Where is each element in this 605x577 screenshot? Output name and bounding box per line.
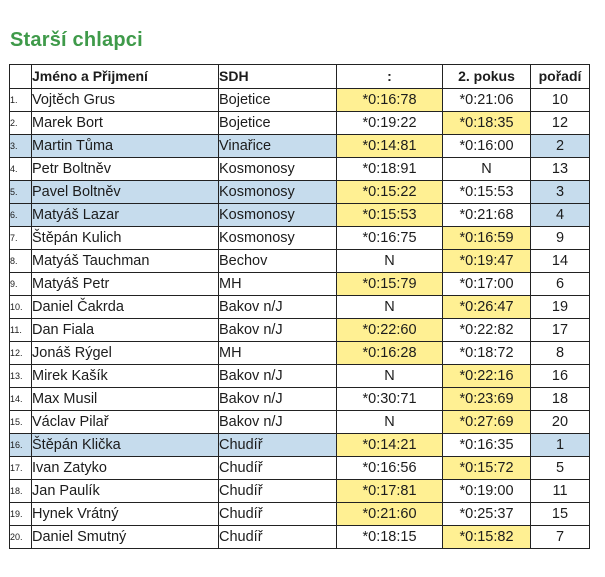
table-row	[10, 480, 590, 503]
attempt-1-time: *0:15:22	[337, 181, 443, 204]
team-sdh: MH	[219, 342, 337, 365]
attempt-2-time: *0:25:37	[443, 503, 531, 526]
row-number: 7.	[10, 227, 32, 250]
attempt-2-time: *0:18:35	[443, 112, 531, 135]
attempt-1-time: *0:21:60	[337, 503, 443, 526]
table-row	[10, 89, 590, 112]
row-number: 20.	[10, 526, 32, 549]
attempt-1-time: *0:15:79	[337, 273, 443, 296]
table-row	[10, 227, 590, 250]
team-sdh: Kosmonosy	[219, 227, 337, 250]
row-number: 19.	[10, 503, 32, 526]
attempt-2-time: *0:22:82	[443, 319, 531, 342]
rank-value: 20	[531, 411, 590, 434]
row-number: 4.	[10, 158, 32, 181]
team-sdh: Bakov n/J	[219, 411, 337, 434]
attempt-1-time: *0:22:60	[337, 319, 443, 342]
attempt-1-time: *0:14:81	[337, 135, 443, 158]
attempt-2-time: *0:21:68	[443, 204, 531, 227]
attempt-1-time: *0:17:81	[337, 480, 443, 503]
table-row	[10, 503, 590, 526]
attempt-2-time: *0:16:35	[443, 434, 531, 457]
table-row	[10, 112, 590, 135]
competitor-name: Jan Paulík	[32, 480, 219, 503]
team-sdh: Bojetice	[219, 89, 337, 112]
competitor-name: Petr Boltněv	[32, 158, 219, 181]
attempt-2-time: *0:23:69	[443, 388, 531, 411]
competitor-name: Mirek Kašík	[32, 365, 219, 388]
attempt-2-time: *0:19:00	[443, 480, 531, 503]
attempt-1-time: *0:18:91	[337, 158, 443, 181]
attempt-1-time: *0:16:78	[337, 89, 443, 112]
rank-value: 16	[531, 365, 590, 388]
table-row	[10, 457, 590, 480]
rank-value: 9	[531, 227, 590, 250]
team-sdh: Chudíř	[219, 526, 337, 549]
team-sdh: Chudíř	[219, 434, 337, 457]
competitor-name: Štěpán Kulich	[32, 227, 219, 250]
competitor-name: Daniel Čakrda	[32, 296, 219, 319]
table-body	[10, 89, 590, 549]
rank-value: 18	[531, 388, 590, 411]
team-sdh: Bechov	[219, 250, 337, 273]
team-sdh: Kosmonosy	[219, 204, 337, 227]
row-number: 5.	[10, 181, 32, 204]
table-row	[10, 204, 590, 227]
attempt-1-time: *0:15:53	[337, 204, 443, 227]
attempt-2-time: *0:27:69	[443, 411, 531, 434]
rank-value: 13	[531, 158, 590, 181]
row-number: 16.	[10, 434, 32, 457]
table-row	[10, 296, 590, 319]
rank-value: 14	[531, 250, 590, 273]
team-sdh: Chudíř	[219, 480, 337, 503]
team-sdh: Chudíř	[219, 503, 337, 526]
team-sdh: Bakov n/J	[219, 296, 337, 319]
attempt-2-time: *0:15:53	[443, 181, 531, 204]
row-number: 10.	[10, 296, 32, 319]
rank-value: 8	[531, 342, 590, 365]
row-number: 18.	[10, 480, 32, 503]
row-number: 15.	[10, 411, 32, 434]
attempt-1-time: *0:16:56	[337, 457, 443, 480]
rank-value: 11	[531, 480, 590, 503]
attempt-1-time: *0:18:15	[337, 526, 443, 549]
rank-value: 4	[531, 204, 590, 227]
rank-value: 3	[531, 181, 590, 204]
rank-value: 19	[531, 296, 590, 319]
header-number	[10, 65, 32, 89]
rank-value: 5	[531, 457, 590, 480]
attempt-2-time: *0:22:16	[443, 365, 531, 388]
attempt-1-time: *0:14:21	[337, 434, 443, 457]
attempt-2-time: *0:15:82	[443, 526, 531, 549]
row-number: 3.	[10, 135, 32, 158]
rank-value: 2	[531, 135, 590, 158]
competitor-name: Matyáš Tauchman	[32, 250, 219, 273]
table-row	[10, 434, 590, 457]
table-row	[10, 319, 590, 342]
competitor-name: Max Musil	[32, 388, 219, 411]
attempt-2-time: *0:15:72	[443, 457, 531, 480]
table-row	[10, 158, 590, 181]
attempt-1-time: *0:16:28	[337, 342, 443, 365]
row-number: 13.	[10, 365, 32, 388]
team-sdh: MH	[219, 273, 337, 296]
table-row	[10, 181, 590, 204]
attempt-1-time: N	[337, 365, 443, 388]
competitor-name: Daniel Smutný	[32, 526, 219, 549]
table-row	[10, 388, 590, 411]
table-header	[10, 65, 590, 89]
competitor-name: Štěpán Klička	[32, 434, 219, 457]
team-sdh: Kosmonosy	[219, 181, 337, 204]
attempt-1-time: *0:16:75	[337, 227, 443, 250]
row-number: 6.	[10, 204, 32, 227]
table-row	[10, 135, 590, 158]
rank-value: 10	[531, 89, 590, 112]
row-number: 9.	[10, 273, 32, 296]
attempt-2-time: *0:21:06	[443, 89, 531, 112]
attempt-1-time: N	[337, 296, 443, 319]
header-attempt-1: :	[337, 65, 443, 89]
team-sdh: Bakov n/J	[219, 365, 337, 388]
team-sdh: Bakov n/J	[219, 319, 337, 342]
attempt-2-time: *0:16:59	[443, 227, 531, 250]
table-row	[10, 250, 590, 273]
team-sdh: Vinařice	[219, 135, 337, 158]
competitor-name: Ivan Zatyko	[32, 457, 219, 480]
competitor-name: Martin Tůma	[32, 135, 219, 158]
attempt-2-time: *0:16:00	[443, 135, 531, 158]
attempt-1-time: N	[337, 411, 443, 434]
table-row	[10, 526, 590, 549]
competitor-name: Matyáš Lazar	[32, 204, 219, 227]
competitor-name: Matyáš Petr	[32, 273, 219, 296]
competitor-name: Jonáš Rýgel	[32, 342, 219, 365]
page-title: Starší chlapci	[10, 29, 143, 51]
rank-value: 17	[531, 319, 590, 342]
rank-value: 1	[531, 434, 590, 457]
header-name: Jméno a Přijmení	[32, 65, 219, 89]
table-row	[10, 365, 590, 388]
rank-value: 7	[531, 526, 590, 549]
team-sdh: Kosmonosy	[219, 158, 337, 181]
row-number: 2.	[10, 112, 32, 135]
competitor-name: Hynek Vrátný	[32, 503, 219, 526]
attempt-2-time: *0:19:47	[443, 250, 531, 273]
rank-value: 12	[531, 112, 590, 135]
competitor-name: Vojtěch Grus	[32, 89, 219, 112]
competitor-name: Václav Pilař	[32, 411, 219, 434]
row-number: 11.	[10, 319, 32, 342]
header-attempt-2: 2. pokus	[443, 65, 531, 89]
row-number: 8.	[10, 250, 32, 273]
attempt-2-time: N	[443, 158, 531, 181]
row-number: 14.	[10, 388, 32, 411]
attempt-1-time: *0:19:22	[337, 112, 443, 135]
row-number: 12.	[10, 342, 32, 365]
team-sdh: Bakov n/J	[219, 388, 337, 411]
header-rank: pořadí	[531, 65, 590, 89]
table-row	[10, 273, 590, 296]
competitor-name: Marek Bort	[32, 112, 219, 135]
attempt-2-time: *0:18:72	[443, 342, 531, 365]
header-sdh: SDH	[219, 65, 337, 89]
competitor-name: Pavel Boltněv	[32, 181, 219, 204]
attempt-2-time: *0:17:00	[443, 273, 531, 296]
row-number: 17.	[10, 457, 32, 480]
row-number: 1.	[10, 89, 32, 112]
attempt-2-time: *0:26:47	[443, 296, 531, 319]
rank-value: 6	[531, 273, 590, 296]
team-sdh: Chudíř	[219, 457, 337, 480]
rank-value: 15	[531, 503, 590, 526]
table-row	[10, 342, 590, 365]
header-row	[10, 65, 590, 89]
attempt-1-time: *0:30:71	[337, 388, 443, 411]
results-table	[9, 64, 590, 549]
competitor-name: Dan Fiala	[32, 319, 219, 342]
attempt-1-time: N	[337, 250, 443, 273]
team-sdh: Bojetice	[219, 112, 337, 135]
table-row	[10, 411, 590, 434]
